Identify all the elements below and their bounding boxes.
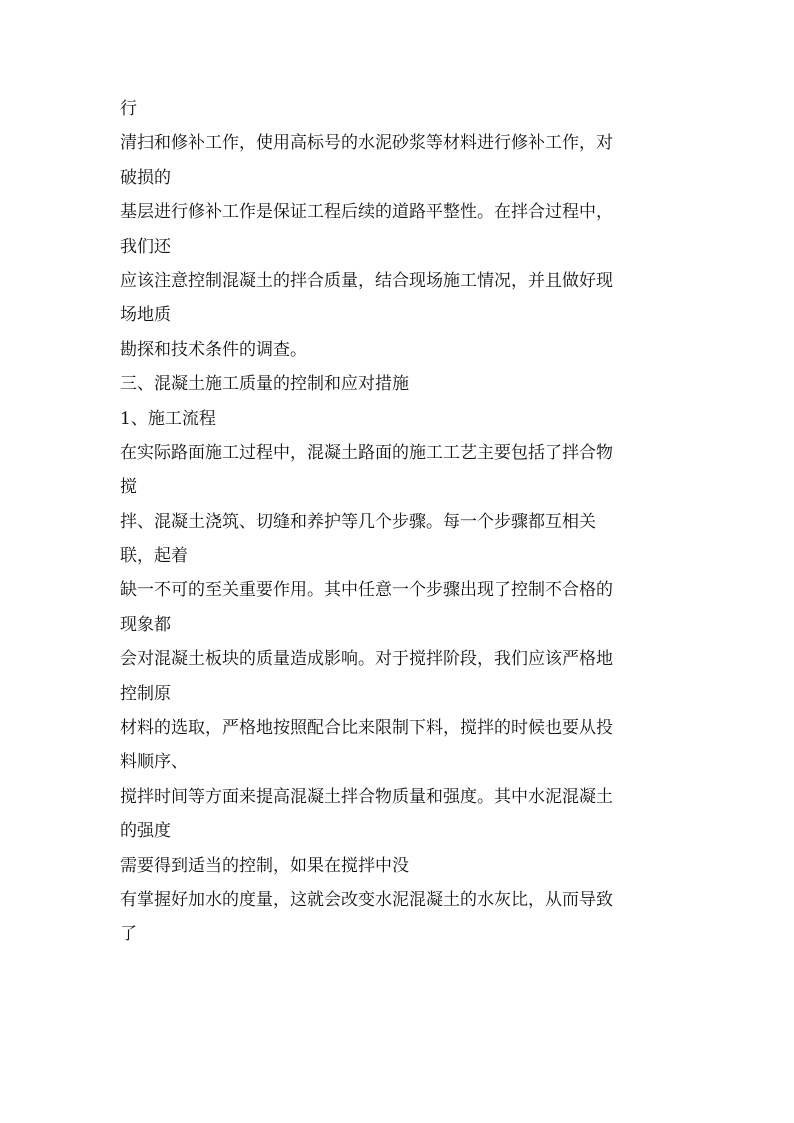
text-line: 我们还 [120, 236, 171, 257]
text-line: 应该注意控制混凝土的拌合质量，结合现场施工情况，并且做好现 [120, 270, 613, 291]
text-line: 需要得到适当的控制，如果在搅拌中没 [120, 855, 409, 876]
text-line: 有掌握好加水的度量，这就会改变水泥混凝土的水灰比，从而导致 [120, 889, 613, 910]
subsection-heading: 1、施工流程 [120, 408, 216, 429]
text-line: 搅拌时间等方面来提高混凝土拌合物质量和强度。其中水泥混凝土 [120, 786, 613, 807]
text-line: 行 [120, 99, 137, 119]
text-line: 场地质 [120, 305, 171, 326]
text-line: 勘探和技术条件的调查。 [120, 339, 307, 360]
text-line: 拌、混凝土浇筑、切缝和养护等几个步骤。每一个步骤都互相关 [120, 511, 596, 532]
text-line: 控制原 [120, 683, 171, 704]
text-line: 料顺序、 [120, 752, 188, 773]
section-heading: 三、混凝土施工质量的控制和应对措施 [120, 374, 409, 395]
text-line: 在实际路面施工过程中，混凝土路面的施工工艺主要包括了拌合物 [120, 442, 613, 463]
text-line: 现象都 [120, 614, 171, 635]
text-line: 联，起着 [120, 546, 188, 567]
text-line: 的强度 [120, 821, 171, 842]
text-line: 了 [120, 924, 137, 945]
text-line: 基层进行修补工作是保证工程后续的道路平整性。在拌合过程中， [120, 202, 613, 223]
text-line: 清扫和修补工作，使用高标号的水泥砂浆等材料进行修补工作，对 [120, 133, 613, 154]
text-line: 搅 [120, 477, 137, 498]
text-line: 破损的 [120, 167, 171, 188]
text-line: 缺一不可的至关重要作用。其中任意一个步骤出现了控制不合格的 [120, 580, 613, 601]
text-line: 材料的选取，严格地按照配合比来限制下料，搅拌的时候也要从投 [120, 718, 613, 739]
document-body [120, 92, 680, 952]
text-line: 会对混凝土板块的质量造成影响。对于搅拌阶段，我们应该严格地 [120, 649, 613, 670]
